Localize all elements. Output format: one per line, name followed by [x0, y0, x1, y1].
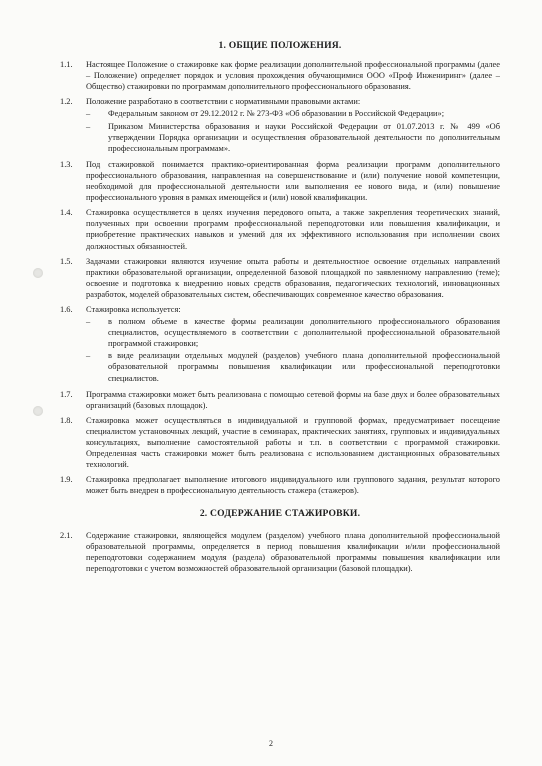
paragraph-text: Содержание стажировки, являющейся модулем (разделом) учебного плана дополнительной профессиональной образовательной программы, определяется в период повышения квалификации и/или профессиональной переподготовки содержанием модуля (раздела) образовательной программы повышения квалификации или переподготовки с учетом возможностей образовательной организации (базовой площадки). [86, 530, 500, 573]
paragraph-number: 1.6. [60, 304, 73, 314]
dash-list-item [86, 108, 500, 119]
paragraph-number: 1.5. [60, 256, 73, 266]
paragraph-body [86, 256, 500, 300]
paragraph-body [86, 96, 500, 154]
paragraph-text: Стажировка может осуществляться в индивидуальной и групповой формах, предусматривает посещение специалистом установочных лекций, участие в семинарах, практических занятиях, групповых и индивидуальных консультациях, выполнение самостоятельной работы и т.п. в соответствии с программой стажировки. Определенная часть стажировки может быть реализована с использованием дистанционных образовательных технологий. [86, 415, 500, 470]
numbered-paragraph [60, 389, 500, 411]
punch-hole-mark [33, 268, 43, 278]
page-number: 2 [269, 739, 273, 748]
paragraph-text: Стажировка используется: [86, 304, 181, 314]
paragraph-text: Положение разработано в соответствии с нормативными правовыми актами: [86, 97, 361, 107]
dash-list [86, 108, 500, 153]
paragraph-number: 1.3. [60, 159, 73, 169]
dash-list-text: в виде реализации отдельных модулей (разделов) учебного плана дополнительной профессиональной образовательной программы повышения квалификации или профессиональной переподготовки специалистов. [108, 351, 500, 383]
dash-list-text: Приказом Министерства образования и науки Российской Федерации от 01.07.2013 г. № 499 «Об утверждении Порядка организации и осуществления образовательной деятельности по дополнительным профессиональным программам». [108, 121, 500, 153]
paragraph-text: Стажировка осуществляется в целях изучения передового опыта, а также закрепления теоретических знаний, полученных при освоении программ профессиональной переподготовки или повышения квалификации, и приобретение практических навыков и умений для их эффективного использования при исполнении своих должностных обязанностей. [86, 208, 500, 251]
paragraph-body [86, 474, 500, 496]
dash-list-item [86, 350, 500, 383]
section-title: 1. ОБЩИЕ ПОЛОЖЕНИЯ. [218, 40, 342, 51]
paragraph-number: 1.1. [60, 60, 73, 70]
paragraph-number: 2.1. [60, 530, 73, 540]
paragraph-body [86, 59, 500, 92]
paragraph-body [86, 304, 500, 385]
dash-marker: – [86, 317, 91, 327]
dash-list [86, 316, 500, 384]
paragraph-body [86, 530, 500, 574]
paragraph-number: 1.8. [60, 415, 73, 425]
paragraph-text: Настоящее Положение о стажировке как форме реализации дополнительной профессиональной программы (далее – Положение) определяет порядок и условия прохождения обучающимися ООО «Проф Инжениринг» (далее – Общество) стажировки по программам дополнительного профессионального образования. [86, 60, 500, 92]
section-title: 2. СОДЕРЖАНИЕ СТАЖИРОВКИ. [199, 508, 361, 520]
paragraph-text: Стажировка предполагает выполнение итогового индивидуального или группового задания, результат которого может быть внедрен в профессиональную деятельность стажера (стажеров). [86, 475, 500, 496]
paragraph-text: Задачами стажировки являются изучение опыта работы и деятельностное освоение отдельных направлений практики образовательной организации, определенной базовой площадкой по заявленному направлению (теме); освоение и подготовка к внедрению новых средств образования, педагогических технологий, инновационных разработок, моделей образовательных систем, обеспечивающих современное качество образования. [86, 256, 500, 299]
paragraph-number: 1.4. [60, 208, 73, 218]
paragraph-number: 1.7. [60, 389, 73, 399]
document-content [60, 40, 500, 578]
paragraph-body [86, 415, 500, 470]
section-items [60, 59, 500, 496]
numbered-paragraph [60, 159, 500, 203]
paragraph-text: Программа стажировки может быть реализована с помощью сетевой формы на базе двух и более образовательных организаций (базовых площадок). [86, 389, 500, 410]
numbered-paragraph [60, 96, 500, 154]
paragraph-text: Под стажировкой понимается практико-ориентированная форма реализации программ дополнительного профессионального образования, направленная на совершенствование и (или) получение новой компетенции, необходимой для профессиональной деятельности или выполнения ее нового вида, и (или) повышение профессионального уровня в рамках имеющейся и (или) новой квалификации. [86, 159, 500, 203]
numbered-paragraph [60, 59, 500, 92]
paragraph-number: 1.9. [60, 475, 73, 485]
punch-hole-mark [33, 406, 43, 416]
paragraph-body [86, 159, 500, 203]
numbered-paragraph [60, 304, 500, 385]
dash-marker: – [86, 109, 91, 119]
paragraph-number: 1.2. [60, 97, 73, 107]
dash-list-item [86, 121, 500, 154]
dash-list-text: в полном объеме в качестве формы реализации дополнительного профессионального образования специалистов, осуществляемого в соответствии с дополнительной профессиональной образовательной программой стажировки; [108, 317, 500, 349]
paragraph-body [86, 389, 500, 411]
numbered-paragraph [60, 415, 500, 470]
dash-marker: – [86, 121, 91, 131]
numbered-paragraph [60, 256, 500, 300]
paragraph-body [86, 207, 500, 251]
section-items [60, 530, 500, 574]
dash-list-text: Федеральным законом от 29.12.2012 г. № 273-ФЗ «Об образовании в Российской Федерации»; [108, 109, 445, 119]
numbered-paragraph [60, 530, 500, 574]
numbered-paragraph [60, 474, 500, 496]
dash-list-item [86, 316, 500, 349]
dash-marker: – [86, 351, 91, 361]
numbered-paragraph [60, 207, 500, 251]
